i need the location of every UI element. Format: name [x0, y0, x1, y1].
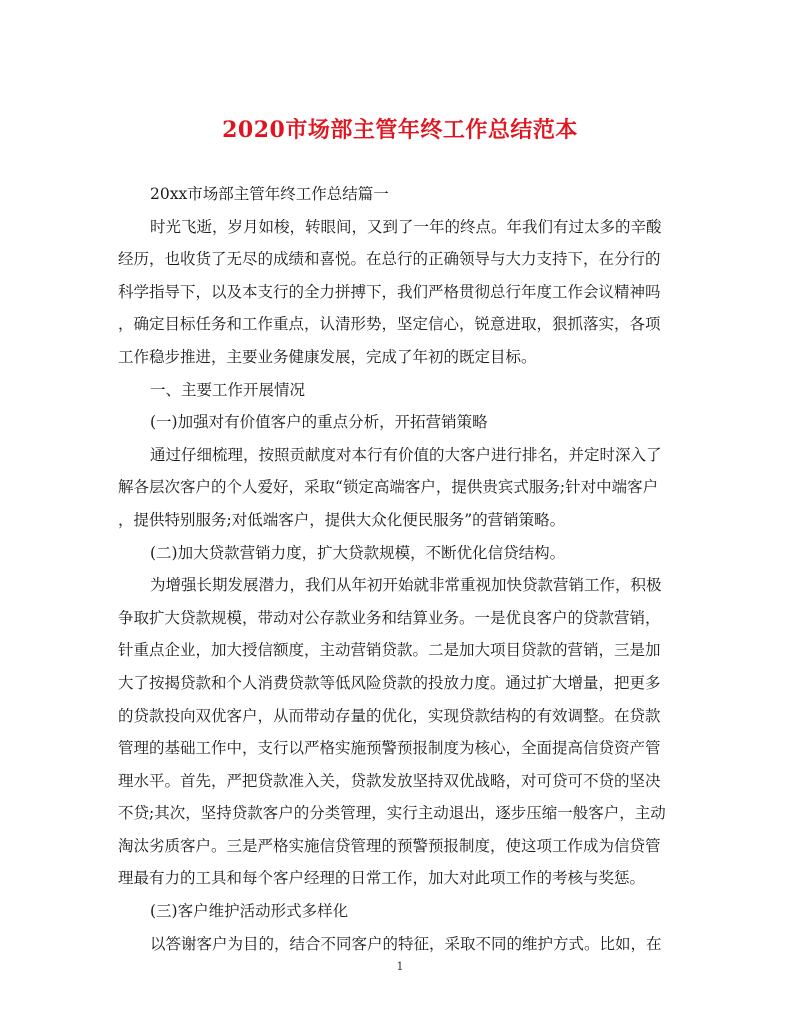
body-line: 不贷;其次，坚持贷款客户的分类管理，实行主动退出，逐步压缩一般客户，主动: [118, 804, 666, 823]
body-line: (三)客户维护活动形式多样化: [150, 902, 349, 921]
body-line: 时光飞逝，岁月如梭，转眼间，又到了一年的终点。年我们有过太多的辛酸: [150, 217, 662, 236]
body-line: 理最有力的工具和每个客户经理的日常工作，加大对此项工作的考核与奖惩。: [118, 869, 646, 888]
body-line: 大了按揭贷款和个人消费贷款等低风险贷款的投放力度。通过扩大增量，把更多: [118, 673, 661, 692]
body-line: ，确定目标任务和工作重点，认清形势，坚定信心，锐意进取，狠抓落实，各项: [118, 315, 661, 334]
page-number: 1: [396, 960, 404, 973]
body-line: 管理的基础工作中，支行以严格实施预警预报制度为核心，全面提高信贷资产管: [118, 739, 661, 758]
body-line: 为增强长期发展潜力，我们从年初开始就非常重视加快贷款营销工作，积极: [150, 576, 662, 595]
body-line: 理水平。首先，严把贷款准入关，贷款发放坚持双优战略，对可贷可不贷的坚决: [118, 771, 661, 790]
body-line: ，提供特别服务;对低端客户，提供大众化便民服务”的营销策略。: [118, 510, 566, 529]
body-line: 工作稳步推进，主要业务健康发展，完成了年初的既定目标。: [118, 347, 537, 366]
document-title: 2020市场部主管年终工作总结范本: [222, 117, 578, 143]
body-line: 科学指导下，以及本支行的全力拼搏下，我们严格贯彻总行年度工作会议精神吗: [118, 282, 661, 301]
document-body: [118, 178, 683, 960]
body-line: 的贷款投向双优客户，从而带动存量的优化，实现贷款结构的有效调整。在贷款: [118, 706, 661, 725]
body-line: 以答谢客户为目的，结合不同客户的特征，采取不同的维护方式。比如，在: [150, 934, 662, 953]
body-line: (二)加大贷款营销力度，扩大贷款规模，不断优化信贷结构。: [150, 543, 566, 562]
body-line: 淘汰劣质客户。三是严格实施信贷管理的预警预报制度，使这项工作成为信贷管: [118, 836, 661, 855]
body-line: 针重点企业，加大授信额度，主动营销贷款。二是加大项目贷款的营销，三是加: [118, 641, 661, 660]
body-line: 一、主要工作开展情况: [150, 380, 306, 399]
body-line: 20xx市场部主管年终工作总结篇一: [150, 185, 389, 203]
body-line: 经历，也收货了无尽的成绩和喜悦。在总行的正确领导与大力支持下，在分行的: [118, 250, 661, 269]
body-line: 解各层次客户的个人爱好，采取“锁定高端客户，提供贵宾式服务;针对中端客户: [118, 478, 659, 497]
body-line: 争取扩大贷款规模，带动对公存款业务和结算业务。一是优良客户的贷款营销，: [118, 608, 661, 627]
body-line: (一)加强对有价值客户的重点分析，开拓营销策略: [150, 413, 488, 432]
body-line: 通过仔细梳理，按照贡献度对本行有价值的大客户进行排名，并定时深入了: [150, 445, 662, 464]
